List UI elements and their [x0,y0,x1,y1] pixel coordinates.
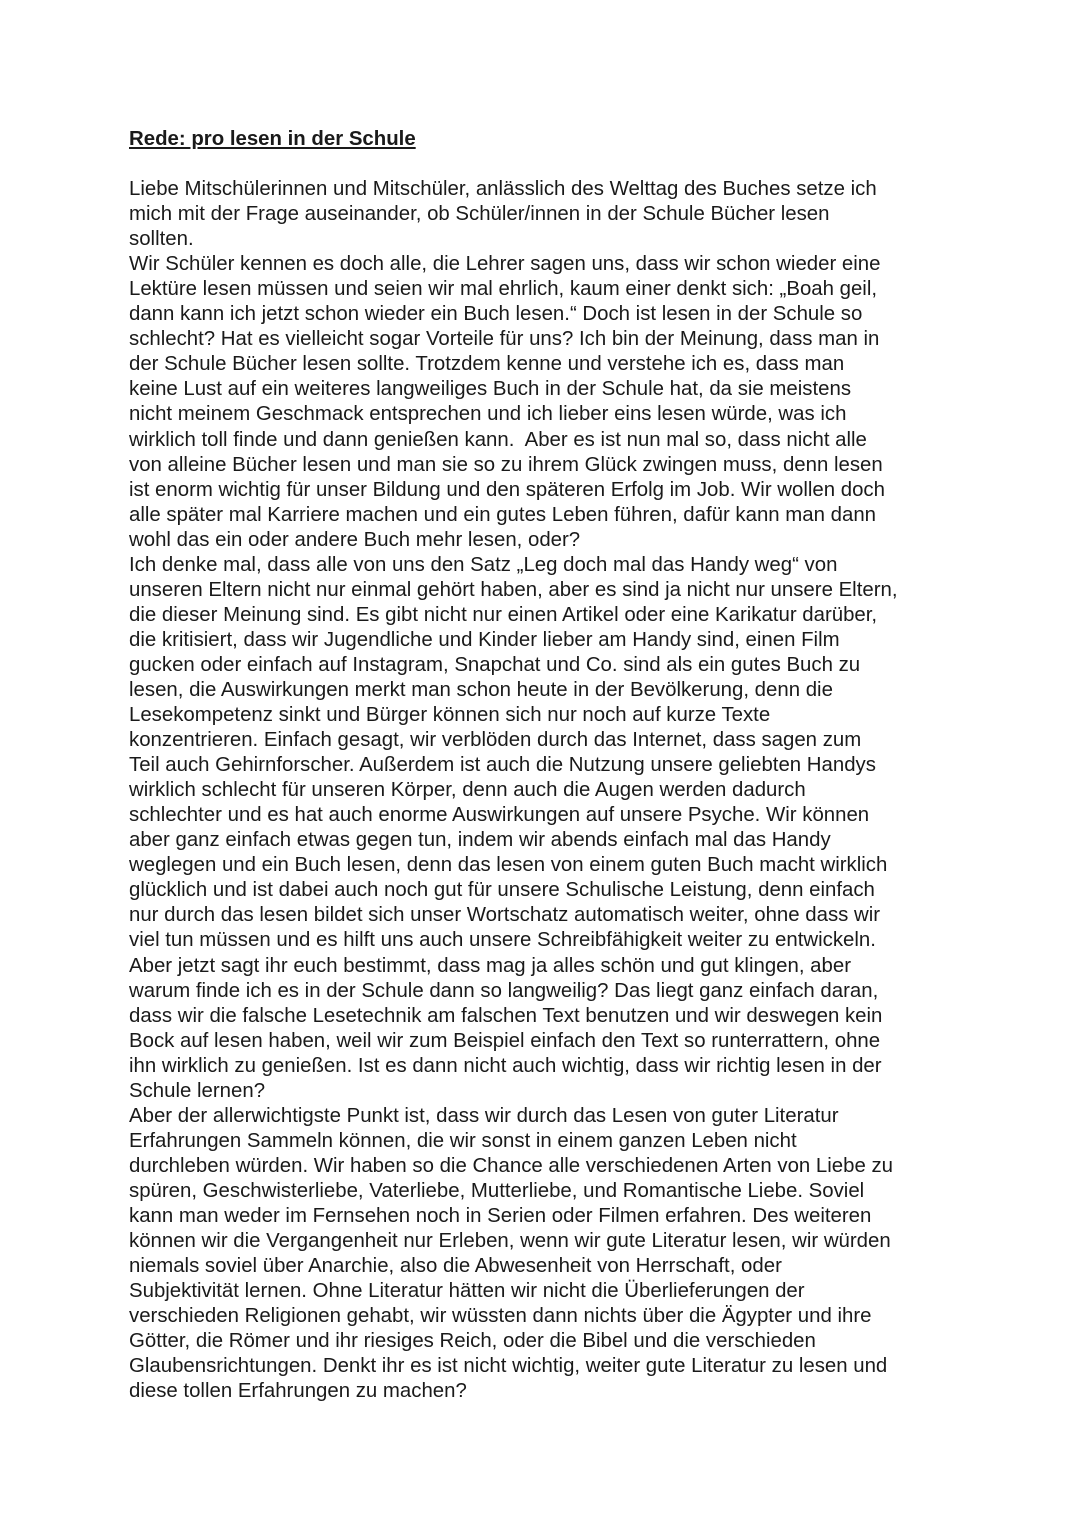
text-line: viel tun müssen und es hilft uns auch unsere Schreibfähigkeit weiter zu entwickeln. [129,929,876,952]
text-line: niemals soviel über Anarchie, also die Abwesenheit von Herrschaft, oder [129,1255,782,1278]
text-line: ihn wirklich zu genießen. Ist es dann nicht auch wichtig, dass wir richtig lesen in der [129,1054,882,1077]
text-line: wirklich toll finde und dann genießen kann. Aber es ist nun mal so, dass nicht alle [129,428,867,451]
text-line: alle später mal Karriere machen und ein gutes Leben führen, dafür kann man dann [129,503,876,526]
text-line: weglegen und ein Buch lesen, denn das lesen von einem guten Buch macht wirklich [129,854,888,877]
text-line: durchleben würden. Wir haben so die Chance alle verschiedenen Arten von Liebe zu [129,1154,894,1177]
speech-paragraph [129,954,955,1104]
speech-paragraph [129,553,955,954]
text-line: Subjektivität lernen. Ohne Literatur hätten wir nicht die Überlieferungen der [129,1280,805,1303]
text-line: der Schule Bücher lesen sollte. Trotzdem kenne und verstehe ich es, dass man [129,353,845,376]
text-line: Aber der allerwichtigste Punkt ist, dass wir durch das Lesen von guter Literatur [129,1104,839,1127]
text-line: konzentrieren. Einfach gesagt, wir verblöden durch das Internet, dass sagen zum [129,729,862,752]
text-line: von alleine Bücher lesen und man sie so zu ihrem Glück zwingen muss, denn lesen [129,453,883,476]
text-line: kann man weder im Fernsehen noch in Serien oder Filmen erfahren. Des weiteren [129,1204,872,1227]
text-line: schlechter und es hat auch enorme Auswirkungen auf unsere Psyche. Wir können [129,804,870,827]
text-line: Glaubensrichtungen. Denkt ihr es ist nicht wichtig, weiter gute Literatur zu lesen und [129,1355,888,1378]
text-line: spüren, Geschwisterliebe, Vaterliebe, Mutterliebe, und Romantische Liebe. Soviel [129,1179,865,1202]
text-line: schlecht? Hat es vielleicht sogar Vorteile für uns? Ich bin der Meinung, dass man in [129,328,880,351]
text-line: glücklich und ist dabei auch noch gut für unsere Schulische Leistung, denn einfach [129,879,875,902]
text-line: Erfahrungen Sammeln können, die wir sonst in einem ganzen Leben nicht [129,1129,797,1152]
document-page [129,127,955,1404]
text-line: dann kann ich jetzt schon wieder ein Buch lesen.“ Doch ist lesen in der Schule so [129,303,863,326]
speech-body [129,177,955,1404]
text-line: die dieser Meinung sind. Es gibt nicht nur einen Artikel oder eine Karikatur darüber, [129,603,878,626]
text-line: Ich denke mal, dass alle von uns den Satz „Leg doch mal das Handy weg“ von [129,553,838,576]
text-line: Aber jetzt sagt ihr euch bestimmt, dass mag ja alles schön und gut klingen, aber [129,954,851,977]
speech-title: Rede: pro lesen in der Schule [129,128,416,150]
text-line: Schule lernen? [129,1079,266,1102]
speech-paragraph [129,252,955,553]
text-line: warum finde ich es in der Schule dann so langweilig? Das liegt ganz einfach daran, [129,979,879,1002]
text-line: sollten. [129,228,194,251]
text-line: können wir die Vergangenheit nur Erleben, wenn wir gute Literatur lesen, wir würden [129,1230,891,1253]
title-spacer [129,152,955,177]
text-line: Lesekompetenz sinkt und Bürger können sich nur noch auf kurze Texte [129,704,771,727]
text-line: verschieden Religionen gehabt, wir wüssten dann nichts über die Ägypter und ihre [129,1305,872,1328]
text-line: nicht meinem Geschmack entsprechen und ich lieber eins lesen würde, was ich [129,403,847,426]
text-line: Götter, die Römer und ihr riesiges Reich, oder die Bibel und die verschieden [129,1330,816,1353]
text-line: wirklich schlecht für unseren Körper, denn auch die Augen werden dadurch [129,779,806,802]
text-line: mich mit der Frage auseinander, ob Schüler/innen in der Schule Bücher lesen [129,203,830,226]
text-line: dass wir die falsche Lesetechnik am falschen Text benutzen und wir deswegen kein [129,1004,883,1027]
text-line: Lektüre lesen müssen und seien wir mal ehrlich, kaum einer denkt sich: „Boah geil, [129,278,878,301]
text-line: ist enorm wichtig für unser Bildung und den späteren Erfolg im Job. Wir wollen doch [129,478,885,501]
text-line: Bock auf lesen haben, weil wir zum Beispiel einfach den Text so runterrattern, ohne [129,1029,881,1052]
text-line: nur durch das lesen bildet sich unser Wortschatz automatisch weiter, ohne dass wir [129,904,881,927]
speech-paragraph [129,177,955,252]
text-line: keine Lust auf ein weiteres langweiliges Buch in der Schule hat, da sie meistens [129,378,852,401]
speech-paragraph [129,1104,955,1405]
text-line: unseren Eltern nicht nur einmal gehört haben, aber es sind ja nicht nur unsere Eltern, [129,578,898,601]
text-line: diese tollen Erfahrungen zu machen? [129,1380,467,1403]
text-line: die kritisiert, dass wir Jugendliche und Kinder lieber am Handy sind, einen Film [129,628,840,651]
text-line: gucken oder einfach auf Instagram, Snapchat und Co. sind als ein gutes Buch zu [129,653,861,676]
text-line: aber ganz einfach etwas gegen tun, indem wir abends einfach mal das Handy [129,829,831,852]
text-line: wohl das ein oder andere Buch mehr lesen, oder? [129,528,581,551]
text-line: Liebe Mitschülerinnen und Mitschüler, anlässlich des Welttag des Buches setze ich [129,178,877,201]
text-line: Wir Schüler kennen es doch alle, die Lehrer sagen uns, dass wir schon wieder eine [129,253,881,276]
text-line: Teil auch Gehirnforscher. Außerdem ist auch die Nutzung unsere geliebten Handys [129,754,876,777]
text-line: lesen, die Auswirkungen merkt man schon heute in der Bevölkerung, denn die [129,678,833,701]
